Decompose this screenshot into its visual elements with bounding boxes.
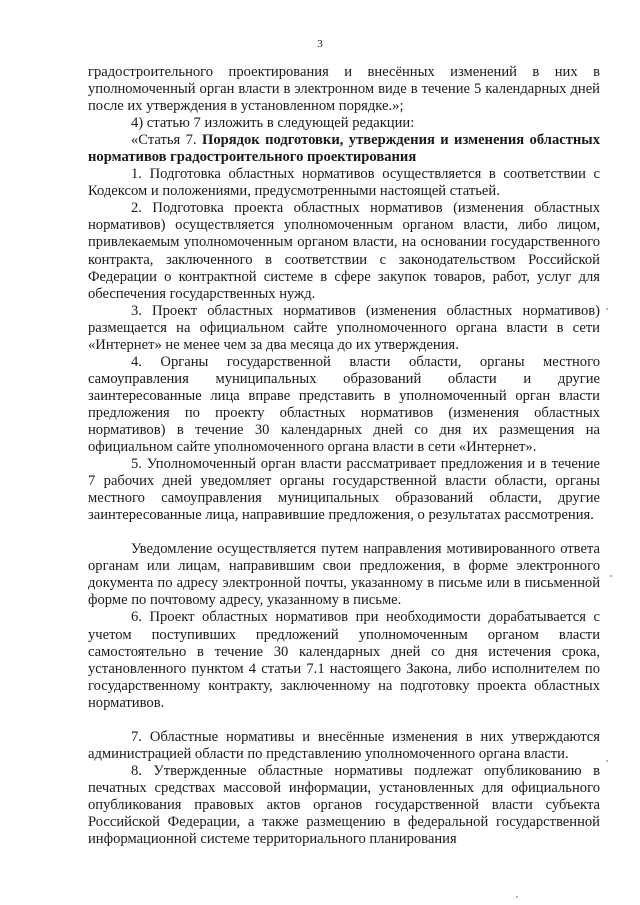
paragraph-point-4: 4. Органы государственной власти области, органы местного самоуправления муниципальных образований области и другие заинтересованные лица вправе представить в уполномоченный орган власти предложения по проекту областных нормативов (изменения областных нормативов) в течение 30 календарных дней со дня их размещения на официальном сайте уполномоченного органа власти в сети «Интернет». — [88, 353, 600, 456]
paragraph-continuation: градостроительного проектирования и внесённых изменений в них в уполномоченный орган власти в электронном виде в течение 5 календарных дней после их утверждения в установленном порядке.»; — [88, 64, 600, 115]
paragraph-point-8: 8. Утвержденные областные нормативы подлежат опубликованию в печатных средствах массовой информации, установленных для официального опубликования правовых актов органов государственной власти субъекта Российской Федерации, а также размещению в федеральной государственной информационной системе территориального планирования — [88, 762, 600, 848]
article-heading — [88, 132, 600, 166]
paragraph-item-4: 4) статью 7 изложить в следующей редакции: — [131, 115, 415, 132]
article-prefix: «Статья 7. — [131, 132, 197, 149]
scan-speck — [516, 896, 518, 898]
paragraph-point-2: 2. Подготовка проекта областных нормативов (изменения областных нормативов) осуществляется уполномоченным органом власти, либо лицом, привлекаемым уполномоченным органом власти, на основании государственного контракта, заключенного в соответствии с законодательством Российской Федерации о контрактной системе в сфере закупок товаров, работ, услуг для обеспечения государственных нужд. — [88, 200, 600, 302]
page-number: 3 — [317, 38, 323, 50]
paragraph-point-1: 1. Подготовка областных нормативов осуществляется в соответствии с Кодексом и положениями, предусмотренными настоящей статьей. — [88, 166, 600, 200]
paragraph-point-3: 3. Проект областных нормативов (изменения областных нормативов) размещается на официальном сайте уполномоченного органа власти в сети «Интернет» не менее чем за два месяца до их утверждения. — [88, 302, 600, 353]
paragraph-point-6: 6. Проект областных нормативов при необходимости дорабатывается с учетом поступивших предложений уполномоченным органом власти самостоятельно в течение 30 календарных дней со дня истечения срока, установленного пунктом 4 статьи 7.1 настоящего Закона, либо исполнителем по государственному контракту, заключенному на подготовку проекта областных нормативов. — [88, 609, 600, 711]
paragraph-point-7: 7. Областные нормативы и внесённые изменения в них утверждаются администрацией области по представлению уполномоченного органа власти. — [88, 728, 600, 762]
scan-speck — [606, 760, 608, 762]
scan-speck — [610, 575, 612, 577]
paragraph-point-5: 5. Уполномоченный орган власти рассматривает предложения и в течение 7 рабочих дней уведомляет органы государственной власти области, органы местного самоуправления муниципальных образований области, другие заинтересованные лица, направившие предложения, о результатах рассмотрения. — [88, 456, 600, 524]
paragraph-notification: Уведомление осуществляется путем направления мотивированного ответа органам или лицам, направившим свои предложения, в форме электронного документа по адресу электронной почты, указанному в письме или в письменной форме по почтовому адресу, указанному в письме. — [88, 541, 600, 609]
scan-speck — [606, 308, 608, 310]
article-title: Порядок подготовки, утверждения и изменения областных нормативов градостроительного проектирования — [88, 132, 600, 166]
document-body — [88, 64, 600, 848]
